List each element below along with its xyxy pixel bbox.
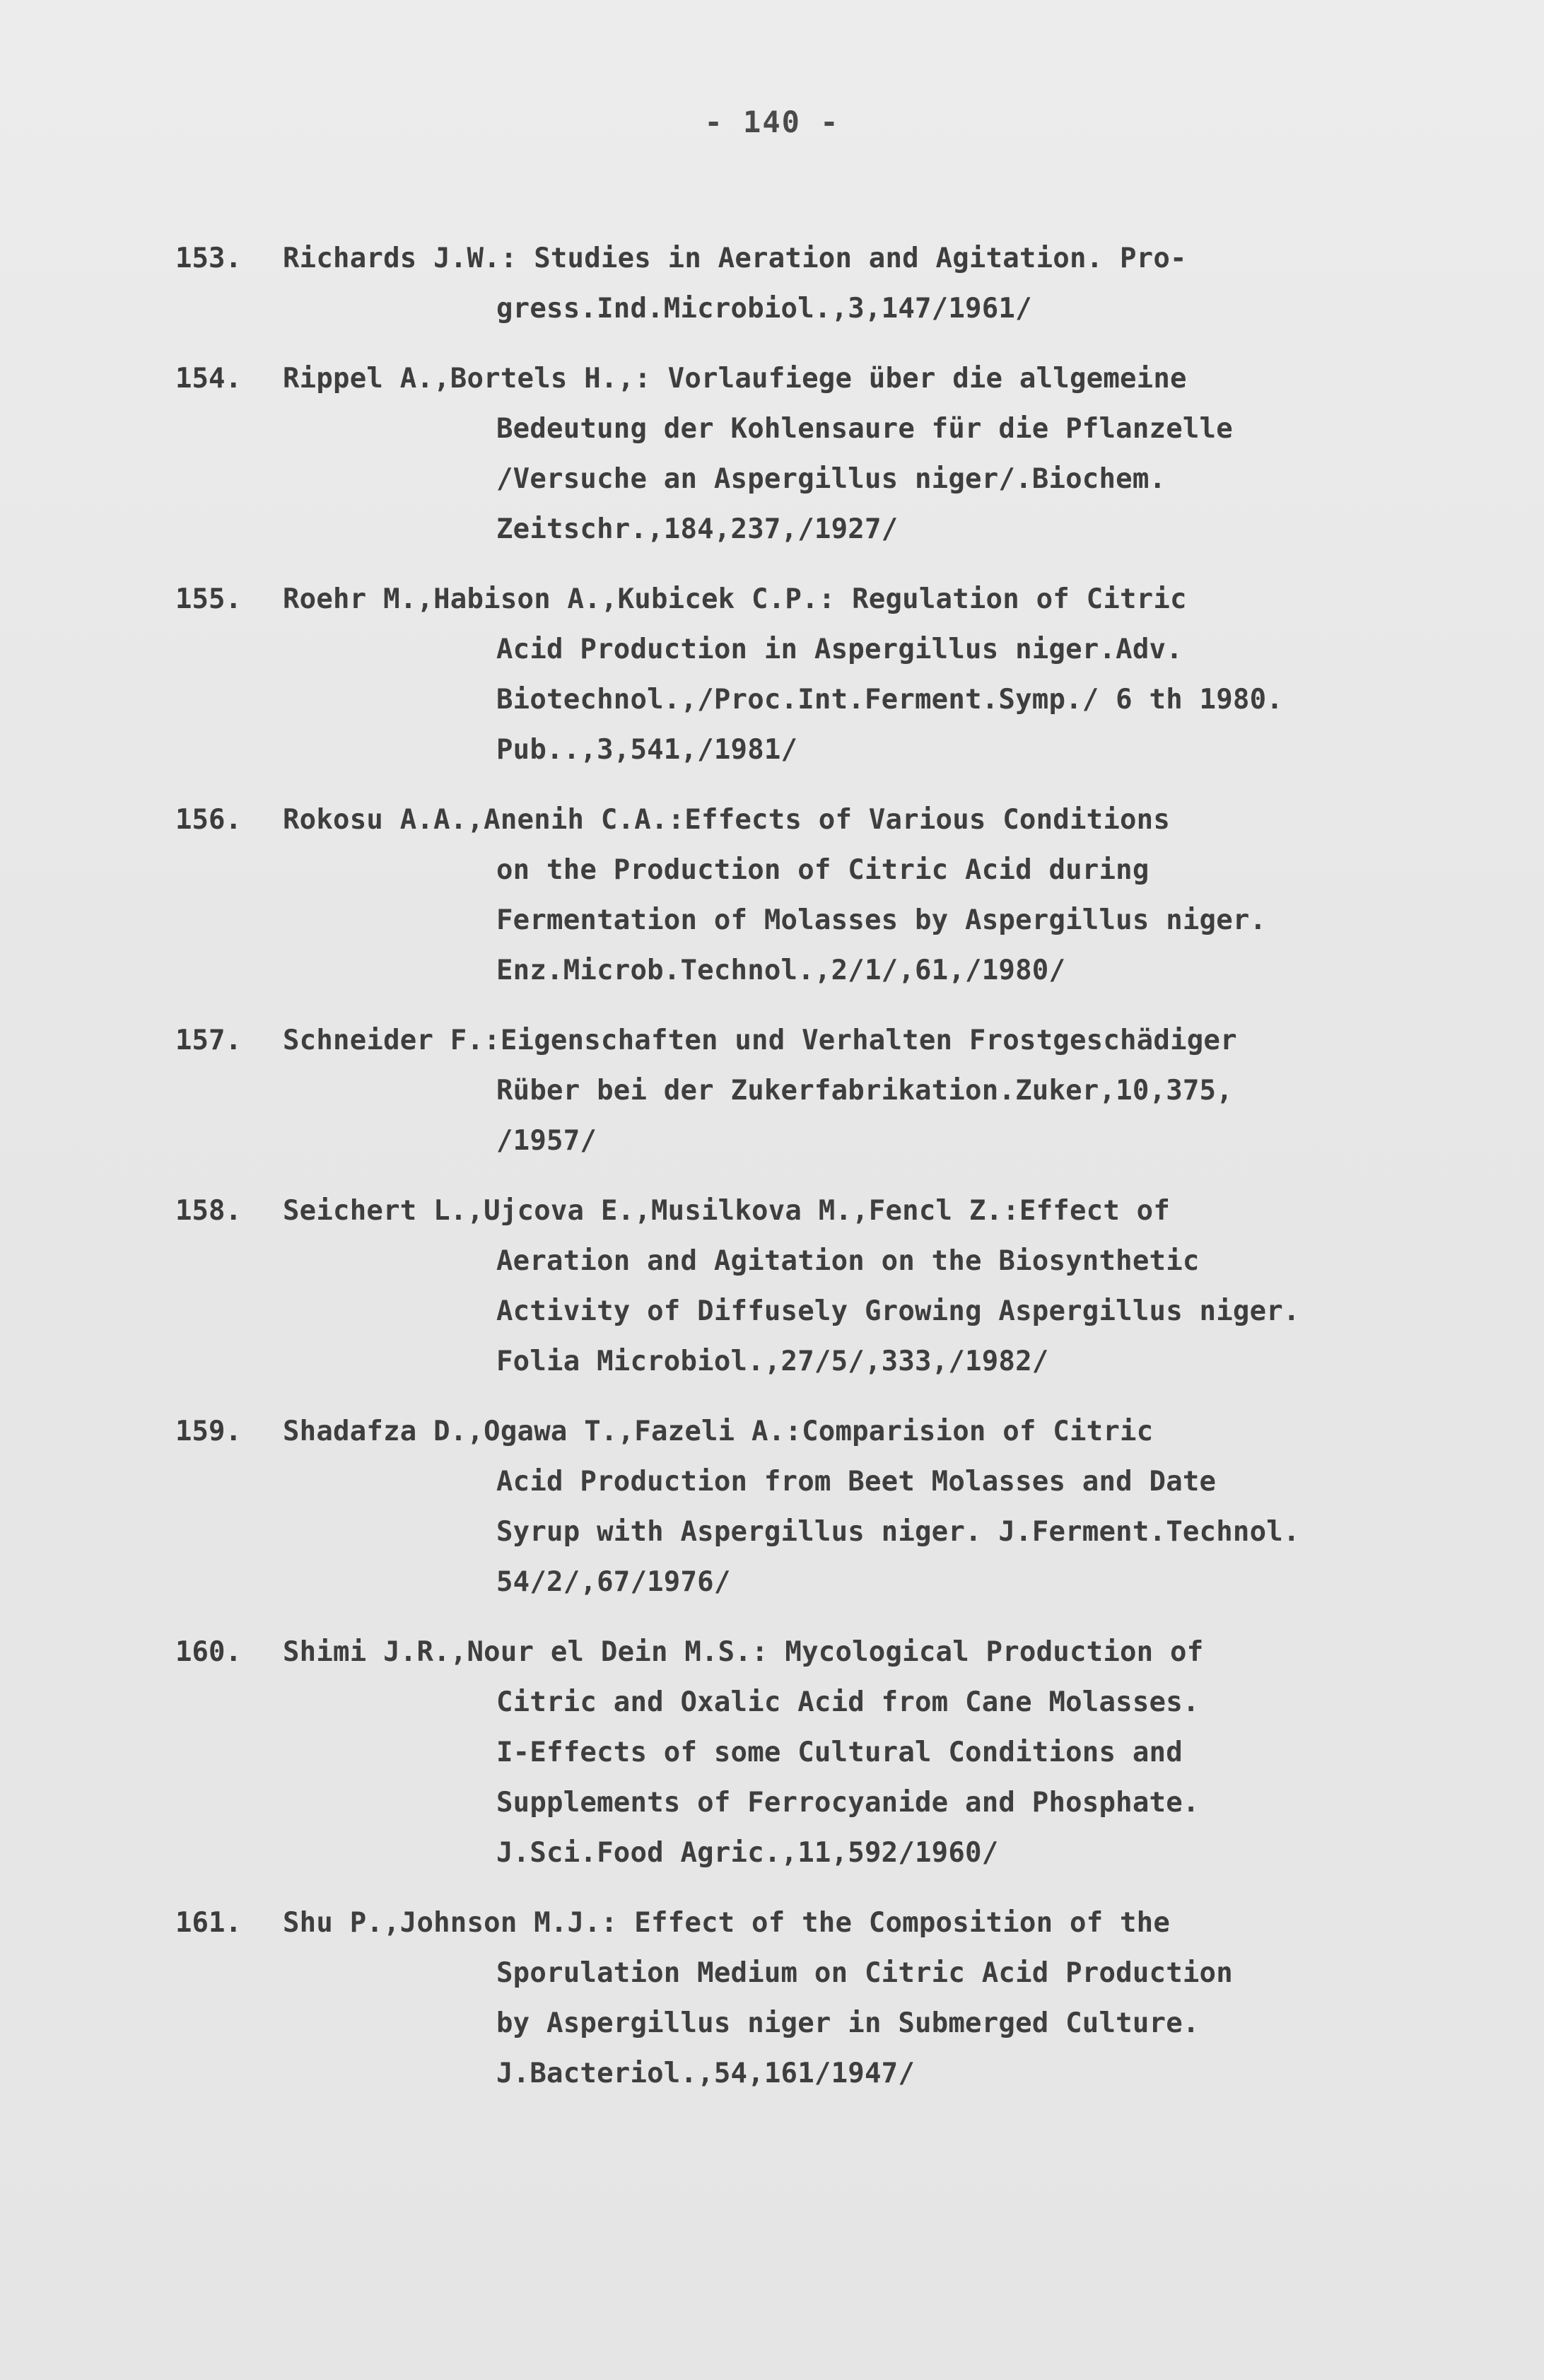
reference-line: Fermentation of Molasses by Aspergillus niger. — [496, 904, 1267, 936]
reference-line: Pub..,3,541,/1981/ — [496, 734, 798, 766]
reference-line: Schneider F.:Eigenschaften und Verhalten Frostgeschädiger — [283, 1025, 1237, 1056]
reference-number: 161. — [175, 1907, 242, 1939]
reference-entry-155 — [0, 574, 1544, 775]
reference-line: /1957/ — [496, 1125, 597, 1157]
reference-line: Shimi J.R.,Nour el Dein M.S.: Mycological Production of — [283, 1636, 1204, 1668]
reference-line: Shadafza D.,Ogawa T.,Fazeli A.:Comparision of Citric — [283, 1416, 1154, 1447]
reference-line: Shu P.,Johnson M.J.: Effect of the Composition of the — [283, 1907, 1171, 1939]
reference-list — [0, 233, 1544, 2118]
reference-entry-154 — [0, 354, 1544, 554]
reference-line: Activity of Diffusely Growing Aspergillus niger. — [496, 1295, 1300, 1327]
reference-number: 156. — [175, 804, 242, 836]
reference-entry-158 — [0, 1186, 1544, 1387]
reference-line: Aeration and Agitation on the Biosynthetic — [496, 1245, 1200, 1277]
reference-number: 154. — [175, 363, 242, 395]
reference-entry-156 — [0, 795, 1544, 996]
reference-number: 160. — [175, 1636, 242, 1668]
reference-line: I-Effects of some Cultural Conditions and — [496, 1737, 1183, 1768]
reference-line: Rippel A.,Bortels H.,: Vorlaufiege über die allgemeine — [283, 363, 1187, 395]
reference-line: J.Sci.Food Agric.,11,592/1960/ — [496, 1837, 999, 1869]
reference-line: J.Bacteriol.,54,161/1947/ — [496, 2058, 915, 2089]
reference-line: Supplements of Ferrocyanide and Phosphate. — [496, 1787, 1200, 1819]
reference-number: 157. — [175, 1025, 242, 1056]
reference-line: Rokosu A.A.,Anenih C.A.:Effects of Various Conditions — [283, 804, 1171, 836]
reference-line: Richards J.W.: Studies in Aeration and Agitation. Pro- — [283, 243, 1187, 274]
reference-entry-159 — [0, 1406, 1544, 1607]
reference-number: 159. — [175, 1416, 242, 1447]
reference-line: Enz.Microb.Technol.,2/1/,61,/1980/ — [496, 955, 1066, 986]
reference-number: 158. — [175, 1195, 242, 1227]
reference-line: Sporulation Medium on Citric Acid Production — [496, 1957, 1233, 1989]
reference-line: Seichert L.,Ujcova E.,Musilkova M.,Fencl Z.:Effect of — [283, 1195, 1171, 1227]
reference-line: Rüber bei der Zukerfabrikation.Zuker,10,375, — [496, 1075, 1233, 1107]
reference-line: Bedeutung der Kohlensaure für die Pflanzelle — [496, 413, 1233, 445]
reference-entry-157 — [0, 1015, 1544, 1166]
reference-line: Acid Production in Aspergillus niger.Adv. — [496, 634, 1183, 665]
reference-line: Citric and Oxalic Acid from Cane Molasses. — [496, 1686, 1200, 1718]
reference-line: /Versuche an Aspergillus niger/.Biochem. — [496, 463, 1166, 495]
reference-number: 153. — [175, 243, 242, 274]
reference-line: Syrup with Aspergillus niger. J.Ferment.Technol. — [496, 1516, 1300, 1548]
reference-entry-153 — [0, 233, 1544, 334]
reference-entry-160 — [0, 1627, 1544, 1878]
reference-line: 54/2/,67/1976/ — [496, 1566, 731, 1598]
reference-line: Biotechnol.,/Proc.Int.Ferment.Symp./ 6 th 1980. — [496, 684, 1283, 716]
reference-line: Roehr M.,Habison A.,Kubicek C.P.: Regulation of Citric — [283, 583, 1187, 615]
reference-line: gress.Ind.Microbiol.,3,147/1961/ — [496, 293, 1032, 325]
reference-line: by Aspergillus niger in Submerged Culture. — [496, 2007, 1200, 2039]
reference-number: 155. — [175, 583, 242, 615]
reference-line: on the Production of Citric Acid during — [496, 854, 1150, 886]
reference-line: Acid Production from Beet Molasses and Date — [496, 1466, 1217, 1498]
reference-line: Folia Microbiol.,27/5/,333,/1982/ — [496, 1346, 1049, 1377]
page-number: - 140 - — [704, 105, 840, 139]
reference-line: Zeitschr.,184,237,/1927/ — [496, 513, 899, 545]
reference-entry-161 — [0, 1898, 1544, 2099]
